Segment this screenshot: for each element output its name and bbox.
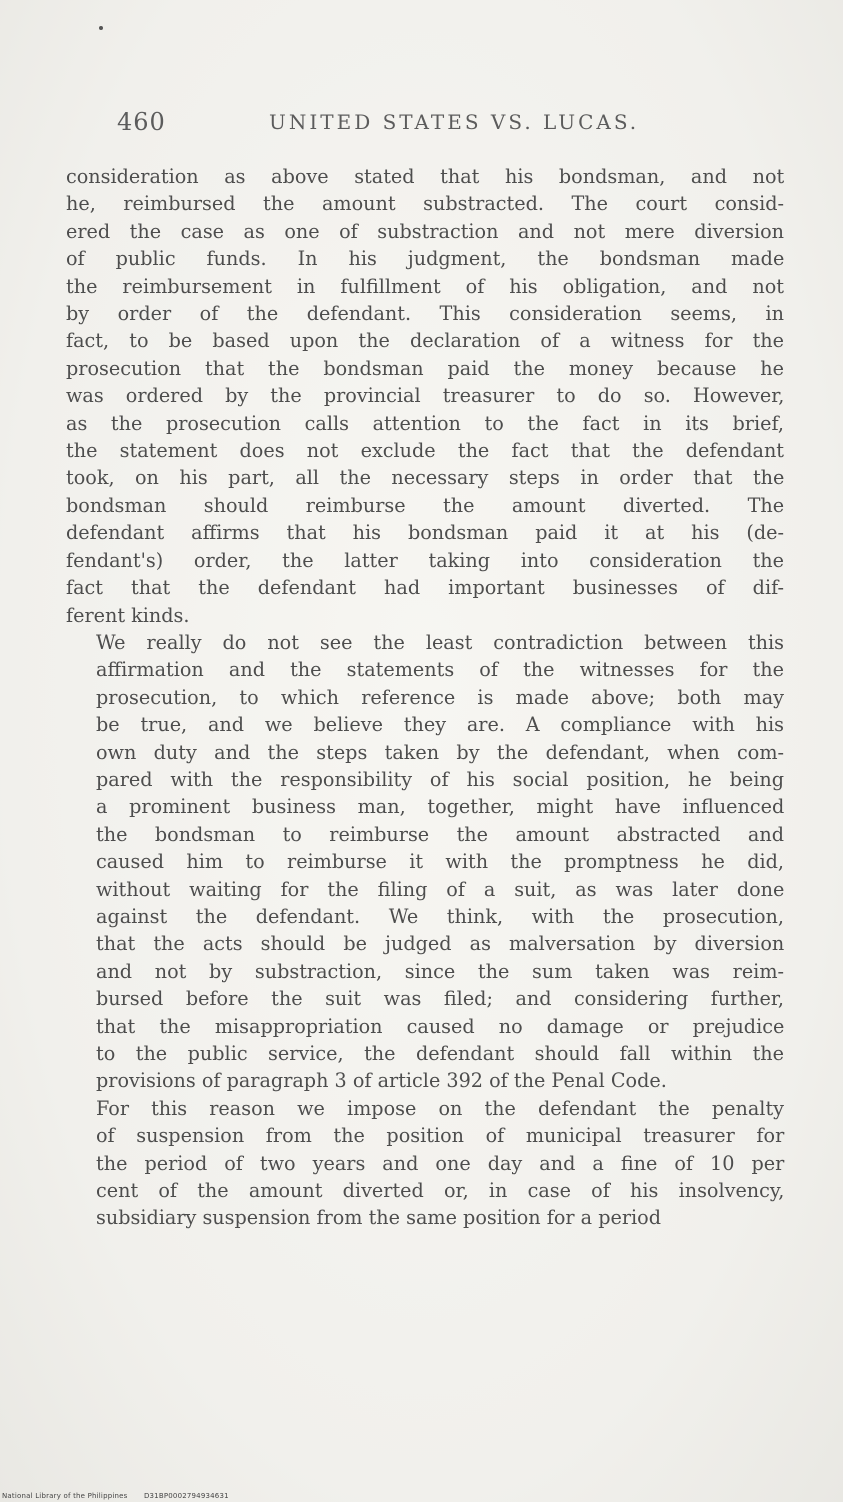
running-head: UNITED STATES VS. LUCAS. (269, 110, 640, 134)
text-line: he, reimbursed the amount substracted. The court consid- (66, 192, 784, 216)
text-line: without waiting for the filing of a suit, as was later done (96, 877, 785, 901)
paragraph-2 (66, 629, 784, 1095)
text-line: took, on his part, all the necessary steps in order that the (66, 466, 785, 490)
text-line: a prominent business man, together, might have influenced (96, 795, 785, 819)
text-line: affirmation and the statements of the witnesses for the (96, 658, 784, 682)
text-line: the bondsman to reimburse the amount abstracted and (96, 822, 784, 846)
paragraph-3 (66, 1095, 784, 1232)
scan-footer (2, 1492, 243, 1500)
text-line: prosecution that the bondsman paid the money because he (66, 356, 784, 380)
text-line: as the prosecution calls attention to the fact in its brief, (66, 411, 784, 435)
text-line: was ordered by the provincial treasurer to do so. However, (66, 384, 785, 408)
text-line: ered the case as one of substraction and not mere diversion (66, 219, 784, 243)
text-line: For this reason we impose on the defendant the penalty (96, 1096, 784, 1120)
text-line: fact, to be based upon the declaration of a witness for the (66, 329, 784, 353)
footer-code: D31BP0002794934631 (143, 1492, 229, 1500)
text-line: own duty and the steps taken by the defendant, when com- (96, 740, 784, 764)
text-line: be true, and we believe they are. A compliance with his (96, 713, 784, 737)
text-line: We really do not see the least contradiction between this (96, 630, 784, 654)
text-line: and not by substraction, since the sum taken was reim- (96, 959, 784, 983)
text-line: of public funds. In his judgment, the bondsman made (66, 247, 785, 271)
text-line: the period of two years and one day and a fine of 10 per (96, 1151, 785, 1175)
text-line: consideration as above stated that his bondsman, and not (66, 165, 785, 188)
text-line: the reimbursement in fulfillment of his obligation, and not (66, 274, 784, 298)
text-line: prosecution, to which reference is made above; both may (96, 685, 784, 709)
text-line: by order of the defendant. This consideration seems, in (66, 302, 784, 326)
text-line: subsidiary suspension from the same position for a period (96, 1206, 661, 1230)
scan-speck (99, 26, 103, 30)
text-line: against the defendant. We think, with the prosecution, (96, 904, 784, 928)
footer-library: National Library of the Philippines (2, 1492, 128, 1500)
text-line: caused him to reimburse it with the promptness he did, (96, 850, 784, 874)
text-line: that the misappropriation caused no damage or prejudice (96, 1014, 785, 1038)
text-line: bursed before the suit was filed; and considering further, (96, 987, 784, 1011)
text-line: fendant's) order, the latter taking into consideration the (66, 548, 784, 572)
text-line: fact that the defendant had important businesses of dif- (66, 576, 784, 600)
text-line: provisions of paragraph 3 of article 392 of the Penal Code. (96, 1069, 667, 1093)
text-line: ferent kinds. (66, 603, 190, 627)
body-text (66, 163, 784, 1232)
text-line: the statement does not exclude the fact that the defendant (66, 439, 785, 463)
text-line: that the acts should be judged as malversation by diversion (96, 932, 785, 956)
text-line: of suspension from the position of municipal treasurer for (96, 1124, 785, 1148)
text-line: defendant affirms that his bondsman paid it at his (de- (66, 521, 784, 545)
text-line: cent of the amount diverted or, in case of his insolvency, (96, 1179, 785, 1203)
paragraph-1 (66, 163, 784, 629)
page-number: 460 (117, 108, 166, 136)
text-line: pared with the responsibility of his social position, he being (96, 767, 784, 791)
page-header (117, 108, 787, 148)
text-line: bondsman should reimburse the amount diverted. The (66, 493, 785, 517)
text-line: to the public service, the defendant should fall within the (96, 1042, 784, 1065)
